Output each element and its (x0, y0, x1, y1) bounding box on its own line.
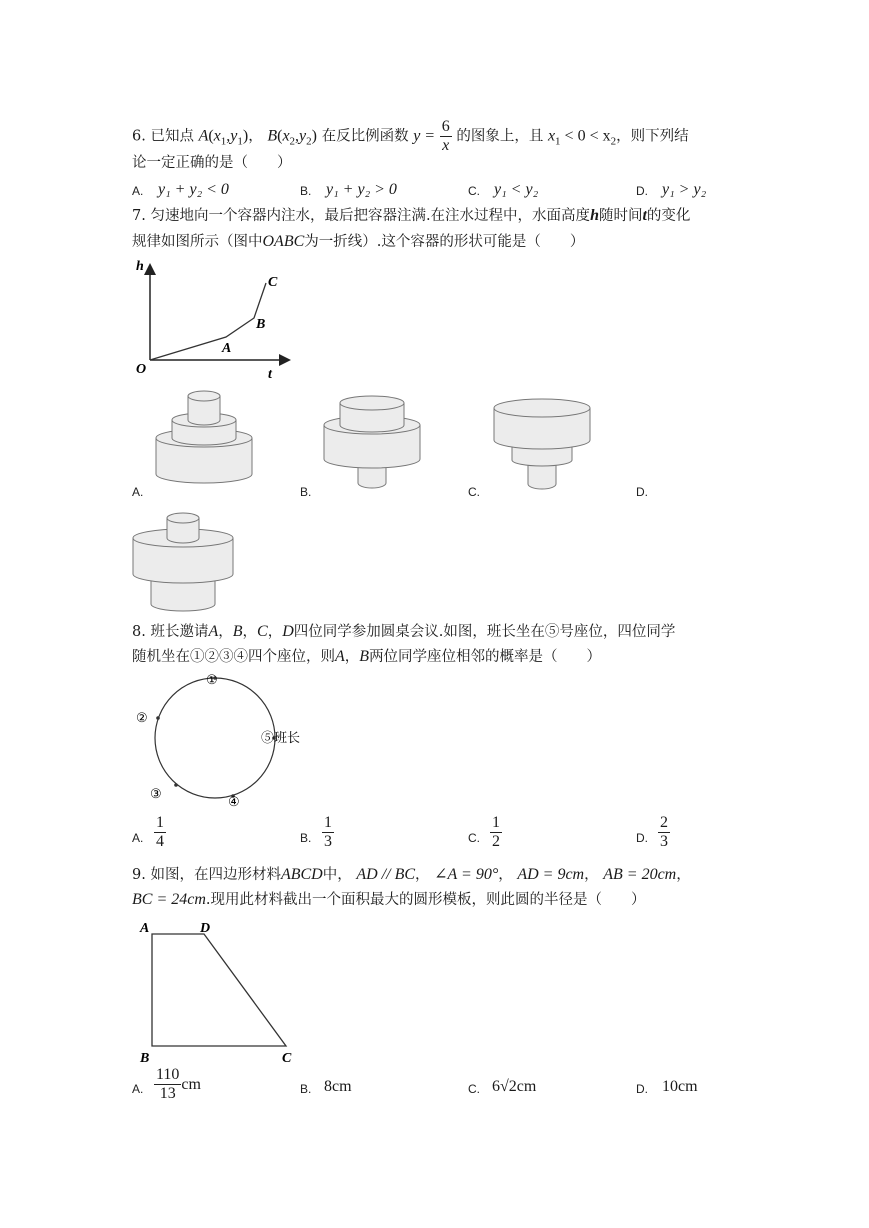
q7-container-c (488, 396, 598, 494)
q9-option-a: $\frac{110}{13}$ cm (156, 1066, 201, 1102)
q9-line2: BC = 24cm.现用此材料截出一个面积最大的圆形模板，则此圆的半径是（ ） (132, 891, 646, 908)
q6-line2: 论一定正确的是（ ） (132, 155, 292, 171)
q9-option-c-label: C. (468, 1082, 480, 1096)
q7-container-b (318, 393, 428, 493)
q7-graph-t-label: t (268, 367, 272, 381)
q7-graph-c-label: C (268, 275, 278, 290)
q7-option-a-label: A. (132, 485, 144, 499)
q6-option-a-label: A. (132, 184, 144, 198)
q7-option-b-label: B. (300, 485, 312, 499)
q8-option-d: $\frac{2}{3}$ (660, 814, 668, 850)
q7-graph-h-label: h (136, 259, 144, 274)
q6-option-a: y₁ + y₂ < 0 (158, 181, 229, 198)
q6-fraction: $\frac{6}{x}$ (441, 118, 450, 154)
q7-line1: 7. 匀速地向一个容器内注水，最后把容器注满.在注水过程中，水面高度h随时间t的变化 (132, 207, 691, 224)
q9-shape (152, 934, 286, 1046)
q7-polyline (150, 283, 266, 360)
q6-option-c: y₁ < y₂ (494, 181, 539, 198)
q7-option-c-label: C. (468, 485, 480, 499)
q8-option-b: $\frac{1}{3}$ (324, 814, 332, 850)
seat-5-label: ⑤班长 (261, 730, 301, 745)
seat-2-label: ② (136, 710, 148, 725)
q8-option-d-label: D. (636, 831, 648, 845)
q8-line2: 随机坐在①②③④四个座位，则A，B两位同学座位相邻的概率是（ ） (132, 648, 602, 665)
seat-1-label: ① (206, 672, 218, 687)
q6-option-c-label: C. (468, 184, 480, 198)
q6-option-d-label: D. (636, 184, 648, 198)
q8-option-c: $\frac{1}{2}$ (492, 814, 500, 850)
q9-line1: 9. 如图，在四边形材料ABCD中， AD // BC， ∠A = 90°， AD = 9cm， AB = 20cm， (132, 866, 691, 883)
q9-option-d: 10cm (662, 1078, 698, 1095)
q8-option-b-label: B. (300, 831, 312, 845)
q6-number: 6. (132, 128, 146, 145)
seat-4-label: ④ (228, 794, 240, 809)
q8-option-a: $\frac{1}{4}$ (156, 814, 164, 850)
q6-option-d: y₁ > y₂ (662, 181, 707, 198)
q9-vertex-b: B (140, 1051, 150, 1066)
q7-container-d (127, 508, 247, 616)
q6-option-b-label: B. (300, 184, 312, 198)
q8-option-a-label: A. (132, 831, 144, 845)
q9-vertex-c: C (282, 1051, 292, 1066)
q9-option-d-label: D. (636, 1082, 648, 1096)
q7-graph-a-label: A (222, 341, 232, 356)
q8-line1: 8. 班长邀请A，B，C，D四位同学参加圆桌会议.如图，班长坐在⑤号座位，四位同学 (132, 623, 676, 640)
seat-3-label: ③ (150, 786, 162, 801)
q8-table-circle (155, 678, 275, 798)
q7-container-a (150, 386, 260, 491)
q7-graph-b-label: B (256, 317, 266, 332)
q6-option-b: y₁ + y₂ > 0 (326, 181, 397, 198)
q9-quadrilateral (130, 914, 310, 1066)
q6-line1: 6. 已知点 $A(x_1,y_1)$， $B(x_2,y_2)$ 在反比例函数 y = $\frac{6}{x}$ 的图象上，且 $x_1 < 0 < x_2$，则下列结 (132, 118, 689, 154)
q9-vertex-a: A (140, 921, 150, 936)
q9-vertex-d: D (200, 921, 211, 936)
q8-option-c-label: C. (468, 831, 480, 845)
q9-option-c: 6√2cm (492, 1078, 537, 1095)
q8-round-table (130, 668, 320, 813)
q7-option-d-label: D. (636, 485, 648, 499)
q9-option-b: 8cm (324, 1078, 352, 1095)
q7-line2: 规律如图所示（图中OABC为一折线）.这个容器的形状可能是（ ） (132, 233, 585, 250)
q7-graph-o-label: O (136, 362, 147, 377)
q9-option-b-label: B. (300, 1082, 312, 1096)
q7-graph (130, 256, 300, 381)
q9-option-a-label: A. (132, 1082, 144, 1096)
